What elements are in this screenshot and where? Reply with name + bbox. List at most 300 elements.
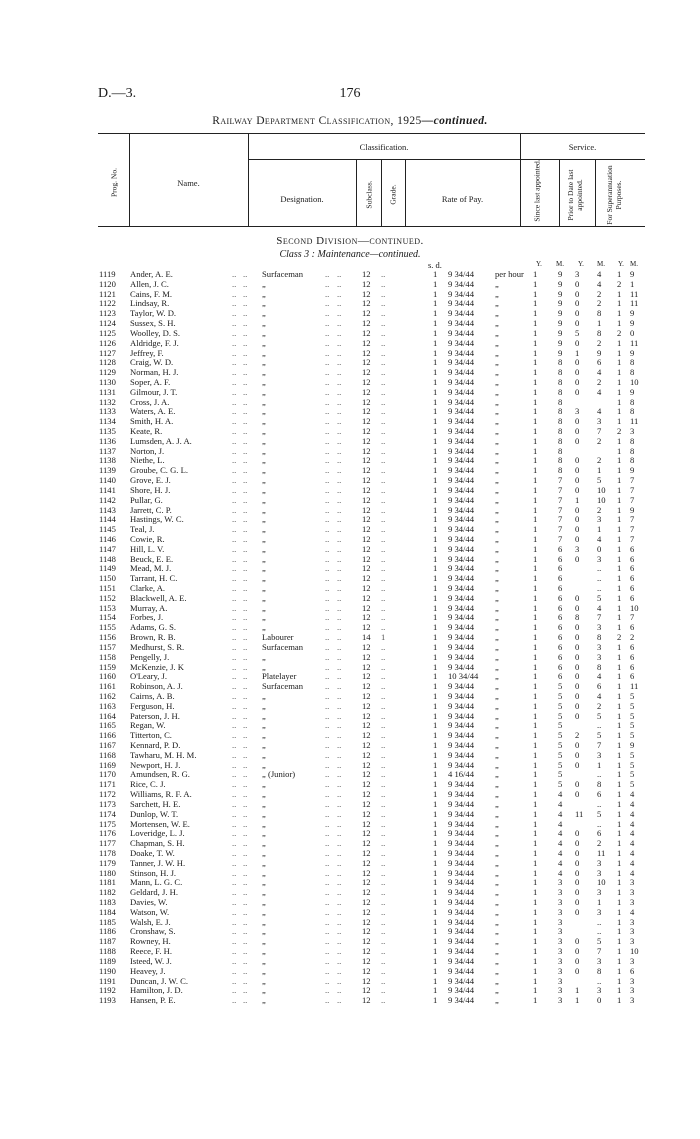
prog-no: 1165: [99, 720, 116, 731]
header-since-last: Since last appointed.: [532, 159, 542, 222]
prog-no: 1157: [99, 641, 116, 652]
leader-dots: ..: [232, 867, 237, 878]
since-last-years: 1: [533, 416, 538, 427]
super-years: 1: [617, 612, 622, 623]
prior-years: 0: [575, 690, 580, 701]
subclass: 12: [362, 779, 371, 790]
leader-dots: ..: [337, 367, 342, 378]
subclass: 12: [362, 906, 371, 917]
leader-dots: ..: [232, 887, 237, 898]
employee-name: Davies, W.: [130, 897, 168, 907]
prior-years: 1: [575, 347, 580, 358]
leader-dots: ..: [381, 357, 386, 368]
leader-dots: ..: [381, 386, 386, 397]
leader-dots: ..: [325, 808, 330, 819]
leader-dots: ..: [337, 622, 342, 633]
leader-dots: ..: [381, 533, 386, 544]
pay-shillings: 1: [433, 690, 438, 701]
leader-dots: ..: [325, 484, 330, 495]
leader-dots: ..: [325, 563, 330, 574]
prior-years: 0: [575, 533, 580, 544]
super-years: 1: [617, 808, 622, 819]
leader-dots: ..: [381, 818, 386, 829]
prog-no: 1151: [99, 583, 116, 593]
subclass: 12: [362, 759, 371, 770]
designation: „: [262, 367, 266, 378]
since-last-years: 1: [533, 828, 538, 839]
super-years: 1: [617, 946, 622, 957]
subclass: 12: [362, 592, 371, 603]
subclass: 12: [362, 524, 371, 535]
leader-dots: ..: [381, 847, 386, 858]
subclass: 12: [362, 445, 371, 456]
prior-months: 10: [597, 877, 606, 888]
subclass: 12: [362, 416, 371, 427]
leader-dots: ..: [381, 553, 386, 564]
pay-pence: 9 34/44: [448, 553, 475, 564]
super-years: 1: [617, 386, 622, 397]
leader-dots: ..: [381, 367, 386, 378]
prior-months: 5: [597, 592, 602, 603]
leader-dots: ..: [232, 651, 237, 662]
pay-pence: 9 34/44: [448, 779, 475, 790]
leader-dots: ..: [381, 740, 386, 750]
leader-dots: ..: [325, 906, 330, 917]
leader-dots: ..: [325, 661, 330, 672]
since-last-months: 3: [558, 877, 563, 888]
prior-months: 4: [597, 386, 602, 397]
subclass: 12: [362, 494, 371, 505]
prog-no: 1156: [99, 632, 116, 643]
super-years: 1: [617, 357, 622, 368]
header-service: Service.: [568, 142, 597, 152]
prog-no: 1128: [99, 357, 116, 368]
since-last-years: 1: [533, 386, 538, 397]
leader-dots: ..: [337, 602, 342, 613]
pay-shillings: 1: [433, 533, 438, 544]
super-months: 3: [630, 975, 635, 986]
leader-dots: ..: [337, 278, 342, 289]
prog-no: 1192: [99, 985, 116, 996]
prior-months: 2: [597, 298, 602, 309]
leader-dots: ..: [325, 465, 330, 476]
prior-years: 0: [575, 710, 580, 721]
leader-dots: ..: [232, 465, 237, 476]
pay-pence: 9 34/44: [448, 494, 475, 505]
prior-months: 7: [597, 426, 602, 436]
prior-years: 0: [575, 946, 580, 957]
designation: „: [262, 288, 266, 299]
super-years: 1: [617, 906, 622, 917]
pay-shillings: 1: [433, 298, 438, 309]
subclass: 12: [362, 386, 371, 397]
prog-no: 1176: [99, 828, 116, 839]
prior-years: 0: [575, 906, 580, 917]
prior-months: 4: [597, 406, 602, 417]
leader-dots: ..: [232, 916, 237, 927]
leader-dots: ..: [232, 583, 237, 593]
subclass: 12: [362, 661, 371, 672]
prog-no: 1147: [99, 543, 116, 554]
subclass: 12: [362, 926, 371, 937]
since-last-years: 1: [533, 445, 538, 456]
leader-dots: ..: [232, 426, 237, 436]
prog-no: 1137: [99, 445, 116, 456]
leader-dots: ..: [381, 808, 386, 819]
since-last-years: 1: [533, 622, 538, 633]
super-months: 4: [630, 798, 635, 809]
pay-unit: „: [495, 396, 499, 407]
leader-dots: ..: [232, 376, 237, 387]
since-last-years: 1: [533, 426, 538, 436]
subclass: 12: [362, 278, 371, 289]
prog-no: 1179: [99, 857, 116, 868]
designation: „: [262, 622, 266, 633]
pay-unit: „: [495, 661, 499, 672]
prior-years: 0: [575, 779, 580, 790]
super-years: 1: [617, 318, 622, 329]
pay-shillings: 1: [433, 484, 438, 495]
pay-unit: „: [495, 651, 499, 662]
subclass: 12: [362, 484, 371, 495]
prog-no: 1134: [99, 416, 116, 427]
pay-unit: „: [495, 857, 499, 868]
super-years: 1: [617, 641, 622, 652]
prior-months: 3: [597, 955, 602, 966]
leader-dots: ..: [243, 602, 248, 613]
leader-dots: ..: [381, 759, 386, 770]
since-last-years: 1: [533, 288, 538, 299]
prog-no: 1124: [99, 318, 116, 329]
designation: „: [262, 376, 266, 387]
employee-name: Regan, W.: [130, 720, 166, 731]
employee-name: Brown, R. B.: [130, 632, 176, 643]
since-last-years: 1: [533, 543, 538, 554]
prior-years: 5: [575, 327, 580, 338]
leader-dots: ..: [381, 975, 386, 986]
since-last-months: 9: [558, 269, 563, 279]
leader-dots: ..: [381, 514, 386, 525]
leader-dots: ..: [381, 995, 386, 1006]
since-last-years: 1: [533, 877, 538, 888]
employee-name: Mortensen, W. E.: [130, 818, 190, 829]
pay-pence: 9 34/44: [448, 867, 475, 878]
pay-shillings: 1: [433, 749, 438, 760]
employee-name: Isteed, W. J.: [130, 955, 172, 966]
leader-dots: ..: [243, 367, 248, 378]
prior-months: ..: [597, 769, 602, 780]
leader-dots: ..: [337, 700, 342, 711]
since-last-years: 1: [533, 553, 538, 564]
leader-dots: ..: [381, 641, 386, 652]
leader-dots: ..: [232, 700, 237, 711]
since-last-years: 1: [533, 592, 538, 603]
employee-name: Cronshaw, S.: [130, 926, 176, 937]
pay-unit: „: [495, 484, 499, 495]
pay-pence: 9 34/44: [448, 573, 475, 584]
subclass: 12: [362, 308, 371, 319]
prog-no: 1142: [99, 494, 116, 505]
leader-dots: ..: [325, 749, 330, 760]
leader-dots: ..: [232, 847, 237, 858]
designation: „: [262, 995, 266, 1006]
since-last-months: 8: [558, 426, 563, 436]
pay-pence: 9 34/44: [448, 543, 475, 554]
prog-no: 1155: [99, 622, 116, 633]
leader-dots: ..: [337, 543, 342, 554]
super-years: 1: [617, 877, 622, 888]
subclass: 12: [362, 946, 371, 957]
pay-unit: per hour: [495, 269, 524, 279]
since-last-years: 1: [533, 612, 538, 623]
since-last-months: 5: [558, 779, 563, 790]
prior-months: 6: [597, 357, 602, 368]
employee-name: O'Leary, J.: [130, 671, 168, 682]
employee-name: Smith, H. A.: [130, 416, 174, 427]
header-subclass: Subclass.: [364, 180, 374, 209]
pay-pence: 9 34/44: [448, 504, 475, 515]
prior-months: 8: [597, 308, 602, 319]
leader-dots: ..: [337, 288, 342, 299]
super-months: 8: [630, 435, 635, 446]
leader-dots: ..: [243, 484, 248, 495]
pay-pence: 9 34/44: [448, 651, 475, 662]
since-last-years: 1: [533, 661, 538, 672]
leader-dots: ..: [337, 828, 342, 839]
employee-name: Newport, H. J.: [130, 759, 181, 770]
subclass: 12: [362, 690, 371, 701]
leader-dots: ..: [325, 867, 330, 878]
since-last-years: 1: [533, 759, 538, 770]
super-years: 1: [617, 916, 622, 927]
since-last-years: 1: [533, 867, 538, 878]
leader-dots: ..: [381, 622, 386, 633]
leader-dots: ..: [232, 318, 237, 329]
prog-no: 1191: [99, 975, 116, 986]
employee-name: Beuck, E. E.: [130, 553, 174, 564]
super-years: 1: [617, 887, 622, 898]
leader-dots: ..: [325, 308, 330, 319]
employee-name: Jeffrey, F.: [130, 347, 164, 358]
leader-dots: ..: [243, 946, 248, 957]
pay-shillings: 1: [433, 583, 438, 593]
leader-dots: ..: [337, 769, 342, 780]
leader-dots: ..: [243, 543, 248, 554]
pay-pence: 9 34/44: [448, 563, 475, 574]
leader-dots: ..: [232, 533, 237, 544]
pay-shillings: 1: [433, 337, 438, 348]
leader-dots: ..: [243, 936, 248, 947]
employee-name: Sarchett, H. E.: [130, 798, 181, 809]
since-last-months: 4: [558, 867, 563, 878]
pay-shillings: 1: [433, 514, 438, 525]
page-title: Railway Department Classification, 1925—continued.: [212, 115, 488, 127]
pay-pence: 9 34/44: [448, 700, 475, 711]
subclass: 12: [362, 641, 371, 652]
super-months: 11: [630, 681, 639, 692]
leader-dots: ..: [243, 887, 248, 898]
leader-dots: ..: [325, 445, 330, 456]
pay-pence: 9 34/44: [448, 897, 475, 907]
employee-name: Williams, R. F. A.: [130, 789, 192, 800]
prog-no: 1133: [99, 406, 116, 417]
designation: „: [262, 357, 266, 368]
employee-name: Doake, T. W.: [130, 847, 175, 858]
super-years: 1: [617, 455, 622, 466]
leader-dots: ..: [325, 543, 330, 554]
leader-dots: ..: [381, 651, 386, 662]
leader-dots: ..: [243, 916, 248, 927]
leader-dots: ..: [325, 671, 330, 682]
leader-dots: ..: [381, 327, 386, 338]
since-last-years: 1: [533, 710, 538, 721]
employee-name: Loveridge, L. J.: [130, 828, 185, 839]
since-last-months: 6: [558, 563, 563, 574]
employee-name: Gilmour, J. T.: [130, 386, 178, 397]
designation: „: [262, 533, 266, 544]
leader-dots: ..: [243, 759, 248, 770]
super-years: 1: [617, 445, 622, 456]
designation: „: [262, 583, 266, 593]
section-class-text: Maintenance—continued.: [317, 249, 421, 260]
prior-months: 2: [597, 288, 602, 299]
leader-dots: ..: [337, 445, 342, 456]
pay-unit: „: [495, 465, 499, 476]
pay-unit: „: [495, 612, 499, 623]
leader-dots: ..: [232, 818, 237, 829]
sd-label: s. d.: [428, 260, 442, 270]
pay-pence: 9 34/44: [448, 965, 475, 976]
super-months: 8: [630, 367, 635, 378]
leader-dots: ..: [232, 965, 237, 976]
leader-dots: ..: [381, 435, 386, 446]
super-months: 8: [630, 455, 635, 466]
designation: „: [262, 946, 266, 957]
pay-pence: 9 34/44: [448, 308, 475, 319]
pay-pence: 9 34/44: [448, 710, 475, 721]
leader-dots: ..: [232, 406, 237, 417]
leader-dots: ..: [325, 926, 330, 937]
prog-no: 1146: [99, 533, 116, 544]
pay-shillings: 1: [433, 602, 438, 613]
prior-years: 11: [575, 808, 584, 819]
employee-name: Shore, H. J.: [130, 484, 171, 495]
prog-no: 1130: [99, 376, 116, 387]
pay-unit: „: [495, 995, 499, 1006]
leader-dots: ..: [337, 897, 342, 907]
since-last-months: 3: [558, 995, 563, 1006]
employee-name: Grove, E. J.: [130, 475, 171, 486]
leader-dots: ..: [381, 789, 386, 800]
since-last-years: 1: [533, 396, 538, 407]
super-years: 1: [617, 710, 622, 721]
pay-unit: „: [495, 318, 499, 329]
leader-dots: ..: [243, 553, 248, 564]
prior-months: 8: [597, 327, 602, 338]
leader-dots: ..: [381, 416, 386, 427]
pay-pence: 9 34/44: [448, 798, 475, 809]
subclass: 12: [362, 583, 371, 593]
prior-years: 0: [575, 789, 580, 800]
since-last-years: 1: [533, 504, 538, 515]
leader-dots: ..: [325, 386, 330, 397]
leader-dots: ..: [381, 916, 386, 927]
leader-dots: ..: [243, 789, 248, 800]
leader-dots: ..: [337, 327, 342, 338]
leader-dots: ..: [232, 681, 237, 692]
leader-dots: ..: [325, 779, 330, 790]
leader-dots: ..: [337, 710, 342, 721]
prior-years: 0: [575, 367, 580, 378]
table-row: [0, 996, 700, 1006]
super-years: 1: [617, 838, 622, 849]
subclass: 12: [362, 828, 371, 839]
super-months: 5: [630, 710, 635, 721]
prog-no: 1189: [99, 955, 116, 966]
leader-dots: ..: [232, 946, 237, 957]
since-last-years: 1: [533, 494, 538, 505]
employee-name: McKenzie, J. K: [130, 661, 184, 672]
pay-shillings: 1: [433, 897, 438, 907]
pay-shillings: 1: [433, 612, 438, 623]
leader-dots: ..: [325, 435, 330, 446]
prior-years: 0: [575, 897, 580, 907]
leader-dots: ..: [243, 445, 248, 456]
leader-dots: ..: [243, 622, 248, 633]
super-months: 3: [630, 897, 635, 907]
since-last-years: 1: [533, 671, 538, 682]
leader-dots: ..: [325, 985, 330, 996]
pay-shillings: 1: [433, 318, 438, 329]
designation: „: [262, 337, 266, 348]
leader-dots: ..: [243, 406, 248, 417]
designation: „: [262, 445, 266, 456]
subclass: 12: [362, 789, 371, 800]
pay-unit: „: [495, 622, 499, 633]
since-last-months: 5: [558, 681, 563, 692]
super-years: 1: [617, 651, 622, 662]
subclass: 12: [362, 710, 371, 721]
leader-dots: ..: [381, 681, 386, 692]
employee-name: Rice, C. J.: [130, 779, 166, 790]
pay-unit: „: [495, 740, 499, 750]
super-months: 9: [630, 504, 635, 515]
leader-dots: ..: [232, 926, 237, 937]
leader-dots: ..: [243, 749, 248, 760]
pay-shillings: 1: [433, 553, 438, 564]
pay-pence: 9 34/44: [448, 288, 475, 299]
super-years: 1: [617, 730, 622, 741]
leader-dots: ..: [243, 435, 248, 446]
pay-shillings: 1: [433, 357, 438, 368]
employee-name: Heavey, J.: [130, 965, 166, 976]
pay-shillings: 1: [433, 965, 438, 976]
prog-no: 1185: [99, 916, 116, 927]
prog-no: 1125: [99, 327, 116, 338]
pay-shillings: 1: [433, 504, 438, 515]
leader-dots: ..: [232, 632, 237, 643]
prior-years: 0: [575, 955, 580, 966]
designation: „: [262, 710, 266, 721]
prior-months: 7: [597, 740, 602, 750]
leader-dots: ..: [232, 563, 237, 574]
prog-no: 1126: [99, 337, 116, 348]
prior-months: 4: [597, 367, 602, 378]
leader-dots: ..: [381, 955, 386, 966]
subclass: 12: [362, 622, 371, 633]
pay-shillings: 1: [433, 376, 438, 387]
since-last-years: 1: [533, 641, 538, 652]
